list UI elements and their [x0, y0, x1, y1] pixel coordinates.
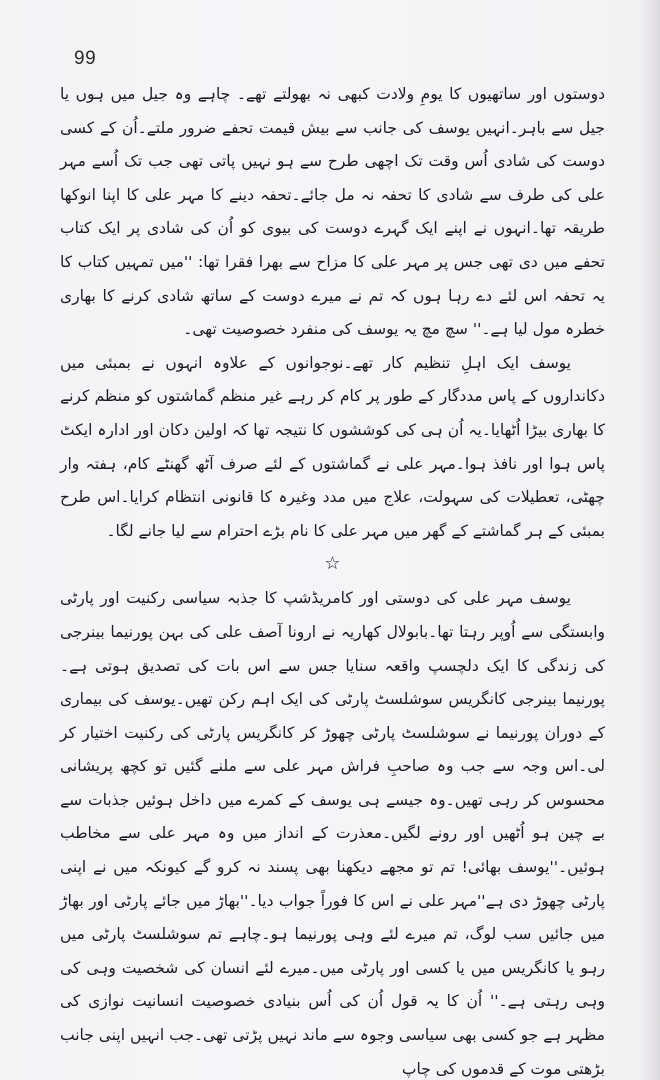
page-edge-shadow: [638, 0, 660, 1080]
paragraph-birthday-gifts: دوستوں اور ساتھیوں کا یومِ ولادت کبھی نہ بھولتے تھے۔ چاہے وہ جیل میں ہوں یا جیل سے باہر۔انہیں یوسف کی جانب سے بیش قیمت تحفے ضرور ملتے۔اُن کے کسی دوست کی شادی اُس وقت تک اچھی طرح سے ہو نہیں پاتی تھی جب تک اُسے مہر علی کی طرف سے شادی کا تحفہ نہ مل جائے۔تحفہ دینے کا مہر علی کا اپنا انوکھا طریقہ تھا۔انہوں نے اپنے ایک گہرے دوست کی بیوی کو اُن کی شادی پر ایک کتاب تحفے میں دی تھی جس پر مہر علی کا مزاح سے بھرا فقرا تھا: ''میں تمہیں کتاب کا یہ تحفہ اس لئے دے رہا ہوں کہ تم نے میرے دوست کے ساتھ شادی کرنے کا بھاری خطرہ مول لیا ہے۔'' سچ مچ یہ یوسف کی منفرد خصوصیت تھی۔: [60, 85, 605, 339]
paragraph-organizer: یوسف ایک اہلِ تنظیم کار تھے۔نوجوانوں کے علاوہ انہوں نے بمبئی میں دکانداروں کے پاس مددگار کے طور پر کام کر رہے غیر منظم گماشتوں کو منظم کرنے کا بھاری بیڑا اُٹھایا۔یہ اُن ہی کی کوششوں کا نتیجہ تھا کہ اولین دکان اور ادارہ ایکٹ پاس ہوا اور نافذ ہوا۔مہر علی نے گماشتوں کے لئے صرف آٹھ گھنٹے کام، ہفتہ وار چھٹی، تعطیلات کی سہولت، علاج میں مدد وغیرہ کا قانونی انتظام کرایا۔اس طرح بمبئی کے ہر گماشتے کے گھر میں مہر علی کا نام بڑے احترام سے لیا جانے لگا۔: [60, 353, 605, 540]
star-separator: ☆: [324, 553, 341, 575]
page-body-text: [60, 78, 605, 1080]
paragraph-friendship: یوسف مہر علی کی دوستی اور کامریڈشپ کا جذبہ سیاسی رکنیت اور پارٹی وابستگی سے اُوپر رہتا تھا۔بابولال کھاریہ نے ارونا آصف علی کی بہن پورنیما بینرجی کی زندگی کا ایک دلچسپ واقعہ سنایا جس سے اس بات کی تصدیق ہوتی ہے۔پورنیما بینرجی کانگریس سوشلسٹ پارٹی کی ایک اہم رکن تھیں۔یوسف کی بیماری کے دوران پورنیما نے سوشلسٹ پارٹی چھوڑ کر کانگریس پارٹی کی رکنیت اختیار کر لی۔اس وجہ سے جب وہ صاحبِ فراش مہر علی سے ملنے گئیں تو کچھ پریشانی محسوس کر رہی تھیں۔وہ جیسے ہی یوسف کے کمرے میں داخل ہوئیں جذبات سے بے چین ہو اُٹھیں اور رونے لگیں۔معذرت کے انداز میں وہ مہر علی سے مخاطب ہوئیں۔''یوسف بھائی! تم تو مجھے دیکھنا بھی پسند نہ کرو گے کیونکہ میں نے اپنی پارٹی چھوڑ دی ہے''مہر علی نے اس کا فوراً جواب دیا۔''بھاڑ میں جائے پارٹی اور بھاڑ میں جائیں سب لوگ، تم میرے لئے وہی پورنیما ہو۔چاہے تم سوشلسٹ پارٹی میں رہو یا کانگریس میں یا کسی اور پارٹی میں۔میرے لئے انسان کی شخصیت وہی کی وہی رہتی ہے۔'' اُن کا یہ قول اُن کی اُس بنیادی خصوصیت انسانیت نوازی کی مظہر ہے جو کسی بھی سیاسی وجوہ سے ماند نہیں پڑتی تھی۔جب انہیں اپنی جانب بڑھتی موت کے قدموں کی چاپ: [60, 589, 605, 1078]
page-number: 99: [74, 48, 97, 69]
